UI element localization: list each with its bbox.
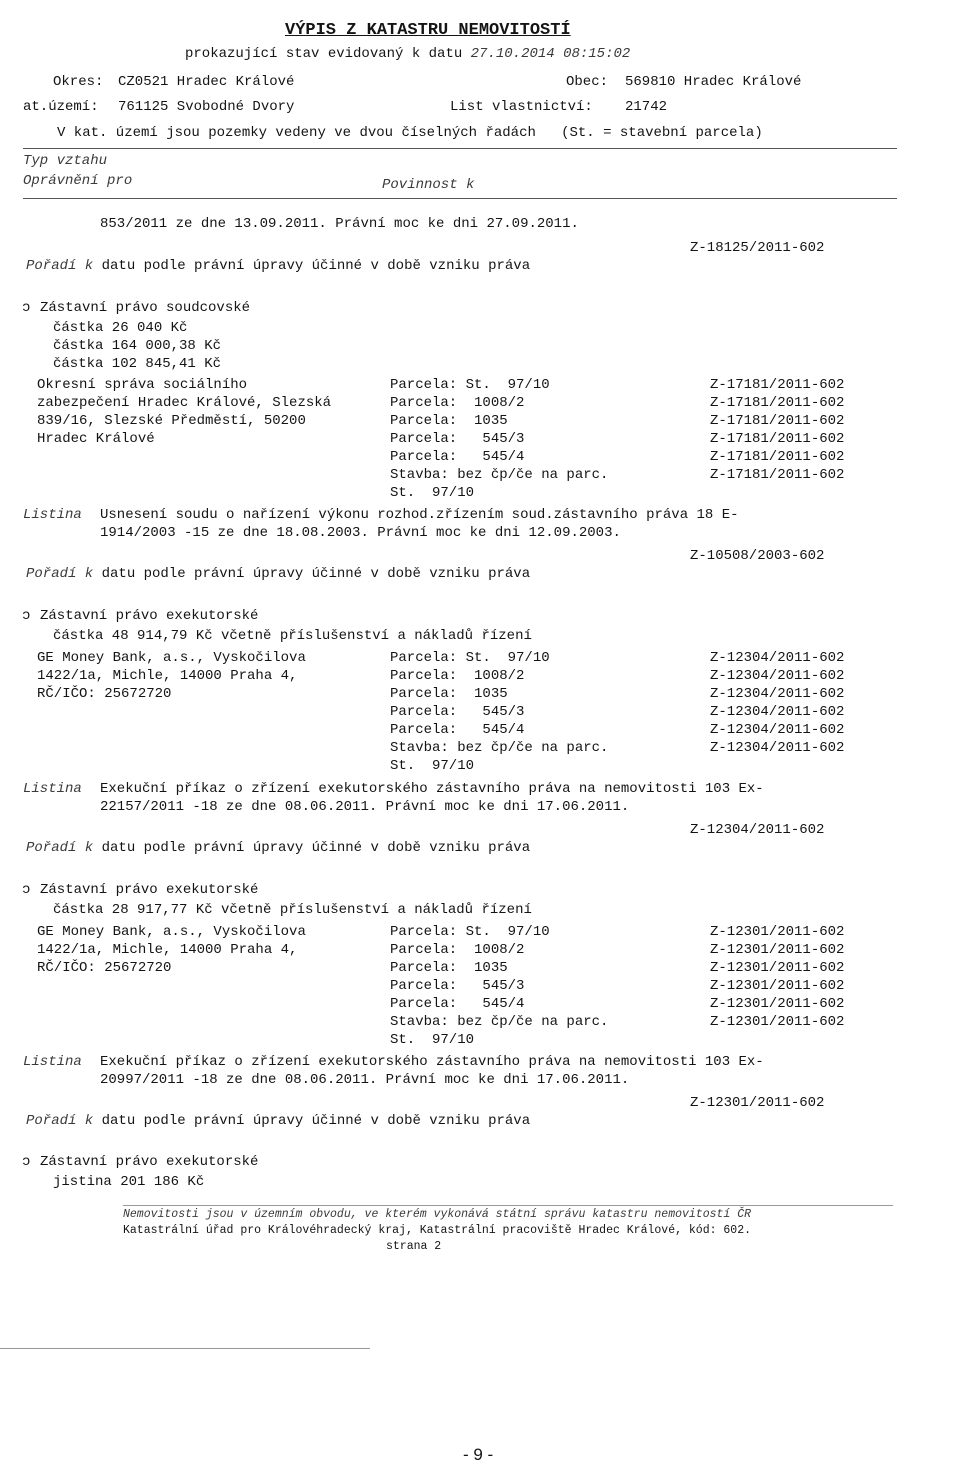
poradi-text: datu podle právní úpravy účinné v době vzniku práva	[101, 258, 531, 274]
party-line: 1422/1a, Michle, 14000 Praha 4,	[37, 942, 298, 958]
party-line: RČ/IČO: 25672720	[37, 686, 172, 702]
reference: Z-17181/2011-602	[710, 377, 845, 393]
poradi-line	[26, 258, 530, 275]
reference: Z-12304/2011-602	[690, 822, 825, 838]
obec-value: 569810 Hradec Králové	[625, 74, 802, 90]
listina-line: 20997/2011 -18 ze dne 08.06.2011. Právní moc ke dni 17.06.2011.	[100, 1072, 630, 1088]
kat-uzemi-value: 761125 Svobodné Dvory	[118, 99, 295, 115]
footer-line: Nemovitosti jsou v územním obvodu, ve kterém vykonává státní správu katastru nemovitostí ČR	[123, 1208, 752, 1221]
parcel-line: St. 97/10	[390, 1032, 475, 1048]
poradi-label: Pořadí k	[26, 566, 94, 582]
reference: Z-12304/2011-602	[710, 722, 845, 738]
listina-line: 1914/2003 -15 ze dne 18.08.2003. Právní moc ke dni 12.09.2003.	[100, 525, 621, 541]
amount: jistina 201 186 Kč	[53, 1174, 205, 1190]
subtitle-prefix: prokazující stav evidovaný k datu	[185, 46, 463, 62]
reference: Z-12301/2011-602	[690, 1095, 825, 1111]
amount: částka 28 917,77 Kč včetně příslušenství a nákladů řízení	[53, 902, 532, 918]
entry-marker: ͻ	[22, 608, 31, 624]
parcel-line: Parcela: 545/4	[390, 449, 525, 465]
party-line: GE Money Bank, a.s., Vyskočilova	[37, 924, 306, 940]
listina-line: Exekuční příkaz o zřízení exekutorského zástavního práva na nemovitosti 103 Ex-	[100, 781, 764, 797]
parcel-line: Parcela: 545/3	[390, 704, 525, 720]
poradi-line	[26, 1113, 530, 1130]
reference: Z-17181/2011-602	[710, 395, 845, 411]
amount: částka 26 040 Kč	[53, 320, 188, 336]
party-line: 839/16, Slezské Předměstí, 50200	[37, 413, 306, 429]
reference: Z-12301/2011-602	[710, 924, 845, 940]
entry-title: Zástavní právo exekutorské	[40, 1154, 259, 1170]
parcel-line: Parcela: 1035	[390, 960, 508, 976]
parcel-line: Parcela: 1008/2	[390, 668, 525, 684]
reference: Z-17181/2011-602	[710, 413, 845, 429]
amount: částka 164 000,38 Kč	[53, 338, 222, 354]
party-line: zabezpečení Hradec Králové, Slezská	[37, 395, 332, 411]
document-title: VÝPIS Z KATASTRU NEMOVITOSTÍ	[285, 21, 571, 40]
reference: Z-12301/2011-602	[710, 978, 845, 994]
reference: Z-12304/2011-602	[710, 668, 845, 684]
parcel-line: Stavba: bez čp/če na parc.	[390, 1014, 609, 1030]
listina-line: 22157/2011 -18 ze dne 08.06.2011. Právní moc ke dni 17.06.2011.	[100, 799, 630, 815]
okres-label: Okres:	[53, 74, 104, 90]
reference: Z-12301/2011-602	[710, 942, 845, 958]
amount: částka 48 914,79 Kč včetně příslušenství a nákladů řízení	[53, 628, 532, 644]
parcel-line: St. 97/10	[390, 485, 475, 501]
footer-line: Katastrální úřad pro Královéhradecký kraj, Katastrální pracoviště Hradec Králové, kód: 602.	[123, 1224, 752, 1237]
poradi-text: datu podle právní úpravy účinné v době vzniku práva	[101, 1113, 531, 1129]
party-line: Hradec Králové	[37, 431, 155, 447]
listina-label: Listina	[23, 507, 82, 523]
document-subtitle	[185, 46, 630, 63]
poradi-label: Pořadí k	[26, 258, 94, 274]
reference: Z-17181/2011-602	[710, 467, 845, 483]
reference: Z-12304/2011-602	[710, 686, 845, 702]
entry-marker: ͻ	[22, 1154, 31, 1170]
entry-title: Zástavní právo exekutorské	[40, 608, 259, 624]
footer-divider	[123, 1205, 893, 1206]
poradi-label: Pořadí k	[26, 1113, 94, 1129]
listina-label: Listina	[23, 1054, 82, 1070]
listina-line: Exekuční příkaz o zřízení exekutorského zástavního práva na nemovitosti 103 Ex-	[100, 1054, 764, 1070]
opravneni-pro-heading: Oprávnění pro	[23, 173, 133, 189]
okres-value: CZ0521 Hradec Králové	[118, 74, 295, 90]
continued-line: 853/2011 ze dne 13.09.2011. Právní moc ke dni 27.09.2011.	[100, 216, 579, 232]
divider	[23, 198, 897, 199]
listina-label: Listina	[23, 781, 82, 797]
page-edge-line	[0, 1348, 370, 1349]
parcel-line: Parcela: 1008/2	[390, 942, 525, 958]
party-line: GE Money Bank, a.s., Vyskočilova	[37, 650, 306, 666]
parcel-line: Parcela: 1035	[390, 686, 508, 702]
parcel-line: St. 97/10	[390, 758, 475, 774]
parcel-line: Parcela: 545/4	[390, 996, 525, 1012]
reference: Z-12304/2011-602	[710, 740, 845, 756]
parcel-line: Parcela: 1008/2	[390, 395, 525, 411]
divider	[23, 148, 897, 149]
poradi-text: datu podle právní úpravy účinné v době vzniku práva	[101, 840, 531, 856]
entry-title: Zástavní právo soudcovské	[40, 300, 251, 316]
entry-marker: ͻ	[22, 882, 31, 898]
parcel-line: Parcela: 545/3	[390, 978, 525, 994]
footer-page: strana 2	[386, 1240, 442, 1253]
party-line: Okresní správa sociálního	[37, 377, 248, 393]
party-line: 1422/1a, Michle, 14000 Praha 4,	[37, 668, 298, 684]
parcel-note: V kat. území jsou pozemky vedeny ve dvou číselných řadách (St. = stavební parcela)	[57, 125, 763, 141]
reference: Z-17181/2011-602	[710, 449, 845, 465]
amount: částka 102 845,41 Kč	[53, 356, 222, 372]
reference: Z-17181/2011-602	[710, 431, 845, 447]
poradi-line	[26, 840, 530, 857]
parcel-line: Parcela: 1035	[390, 413, 508, 429]
poradi-label: Pořadí k	[26, 840, 94, 856]
parcel-line: Parcela: St. 97/10	[390, 650, 550, 666]
listina-line: Usnesení soudu o nařízení výkonu rozhod.zřízením soud.zástavního práva 18 E-	[100, 507, 739, 523]
subtitle-date: 27.10.2014 08:15:02	[470, 46, 631, 62]
parcel-line: Stavba: bez čp/če na parc.	[390, 467, 609, 483]
reference: Z-12301/2011-602	[710, 1014, 845, 1030]
lv-label: List vlastnictví:	[450, 99, 593, 115]
poradi-line	[26, 566, 530, 583]
entry-marker: ͻ	[22, 300, 31, 316]
reference: Z-12301/2011-602	[710, 996, 845, 1012]
typ-vztahu-heading: Typ vztahu	[23, 153, 108, 169]
page-number: - 9 -	[463, 1445, 494, 1464]
parcel-line: Parcela: St. 97/10	[390, 377, 550, 393]
parcel-line: Parcela: 545/4	[390, 722, 525, 738]
reference: Z-12304/2011-602	[710, 704, 845, 720]
povinnost-k-heading: Povinnost k	[382, 177, 475, 193]
poradi-text: datu podle právní úpravy účinné v době vzniku práva	[101, 566, 531, 582]
kat-uzemi-label: at.území:	[23, 99, 99, 115]
reference: Z-12301/2011-602	[710, 960, 845, 976]
reference: Z-18125/2011-602	[690, 240, 825, 256]
parcel-line: Parcela: 545/3	[390, 431, 525, 447]
parcel-line: Parcela: St. 97/10	[390, 924, 550, 940]
reference: Z-12304/2011-602	[710, 650, 845, 666]
parcel-line: Stavba: bez čp/če na parc.	[390, 740, 609, 756]
lv-value: 21742	[625, 99, 668, 115]
reference: Z-10508/2003-602	[690, 548, 825, 564]
party-line: RČ/IČO: 25672720	[37, 960, 172, 976]
entry-title: Zástavní právo exekutorské	[40, 882, 259, 898]
obec-label: Obec:	[566, 74, 609, 90]
